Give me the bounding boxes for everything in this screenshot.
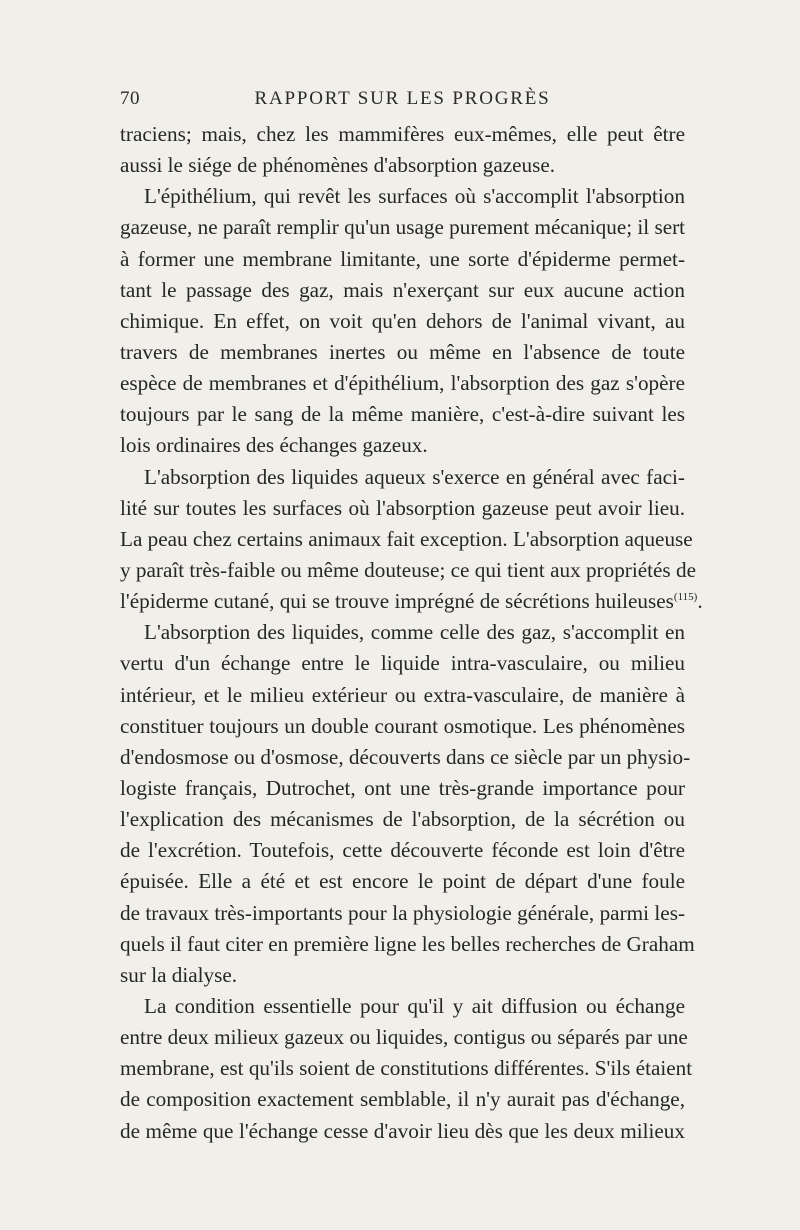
text-line: travers de membranes inertes ou même en l'absence de toute bbox=[120, 339, 685, 364]
body-text bbox=[120, 119, 703, 1147]
text-line: gazeuse, ne paraît remplir qu'un usage purement mécanique; il sert bbox=[120, 215, 686, 240]
text-line: quels il faut citer en première ligne les belles recherches de Graham bbox=[120, 931, 695, 956]
text-line: entre deux milieux gazeux ou liquides, contigus ou séparés par une bbox=[120, 1025, 688, 1050]
text-line: de travaux très-importants pour la physiologie générale, parmi les- bbox=[120, 900, 685, 925]
text-line: logiste français, Dutrochet, ont une très-grande importance pour bbox=[120, 775, 685, 800]
text-line: lois ordinaires des échanges gazeux. bbox=[120, 433, 428, 458]
text-line: membrane, est qu'ils soient de constitutions différentes. S'ils étaient bbox=[120, 1056, 693, 1081]
text-line: aussi le siége de phénomènes d'absorption gazeuse. bbox=[120, 153, 556, 178]
text-line: de même que l'échange cesse d'avoir lieu dès que les deux milieux bbox=[120, 1118, 685, 1143]
text-line: de l'excrétion. Toutefois, cette découverte féconde est loin d'être bbox=[120, 838, 685, 863]
text-line: traciens; mais, chez les mammifères eux-mêmes, elle peut être bbox=[120, 122, 685, 146]
text-line: La peau chez certains animaux fait exception. L'absorption aqueuse bbox=[120, 526, 693, 551]
page-header bbox=[120, 88, 685, 114]
text-line: lité sur toutes les surfaces où l'absorption gazeuse peut avoir lieu. bbox=[120, 495, 685, 520]
text-line: L'absorption des liquides aqueux s'exerce en général avec faci- bbox=[144, 464, 685, 489]
text-line: sur la dialyse. bbox=[120, 962, 238, 987]
text-line: y paraît très-faible ou même douteuse; ce qui tient aux propriétés de bbox=[120, 557, 696, 582]
footnote-reference: (115) bbox=[673, 591, 698, 604]
text-line: espèce de membranes et d'épithélium, l'absorption des gaz s'opère bbox=[120, 371, 685, 396]
text-line: L'épithélium, qui revêt les surfaces où s'accomplit l'absorption bbox=[144, 184, 685, 209]
text-line: tant le passage des gaz, mais n'exerçant sur eux aucune action bbox=[120, 277, 685, 302]
text-line: La condition essentielle pour qu'il y ait diffusion ou échange bbox=[144, 993, 685, 1018]
footnote-reference-period: . bbox=[697, 589, 703, 614]
text-line: toujours par le sang de la même manière, c'est-à-dire suivant les bbox=[120, 402, 685, 427]
text-line: intérieur, et le milieu extérieur ou extra-vasculaire, de manière à bbox=[120, 682, 685, 707]
text-line: à former une membrane limitante, une sorte d'épiderme permet- bbox=[120, 246, 685, 271]
text-line: L'absorption des liquides, comme celle des gaz, s'accomplit en bbox=[144, 620, 685, 645]
text-line: constituer toujours un double courant osmotique. Les phénomènes bbox=[120, 713, 685, 738]
text-line: vertu d'un échange entre le liquide intra-vasculaire, ou milieu bbox=[120, 651, 685, 676]
text-line-with-footnote bbox=[120, 586, 703, 617]
text-line: chimique. En effet, on voit qu'en dehors de l'animal vivant, au bbox=[120, 308, 685, 333]
text-line-content: l'épiderme cutané, qui se trouve imprégné de sécrétions huileuses bbox=[120, 589, 674, 614]
text-line: de composition exactement semblable, il n'y aurait pas d'échange, bbox=[120, 1087, 685, 1112]
running-title: RAPPORT SUR LES PROGRÈS bbox=[254, 88, 551, 109]
text-line: épuisée. Elle a été et est encore le point de départ d'une foule bbox=[120, 869, 685, 894]
text-line: l'explication des mécanismes de l'absorption, de la sécrétion ou bbox=[120, 807, 685, 832]
text-line: d'endosmose ou d'osmose, découverts dans ce siècle par un physio- bbox=[120, 744, 691, 769]
page-number: 70 bbox=[120, 88, 140, 109]
